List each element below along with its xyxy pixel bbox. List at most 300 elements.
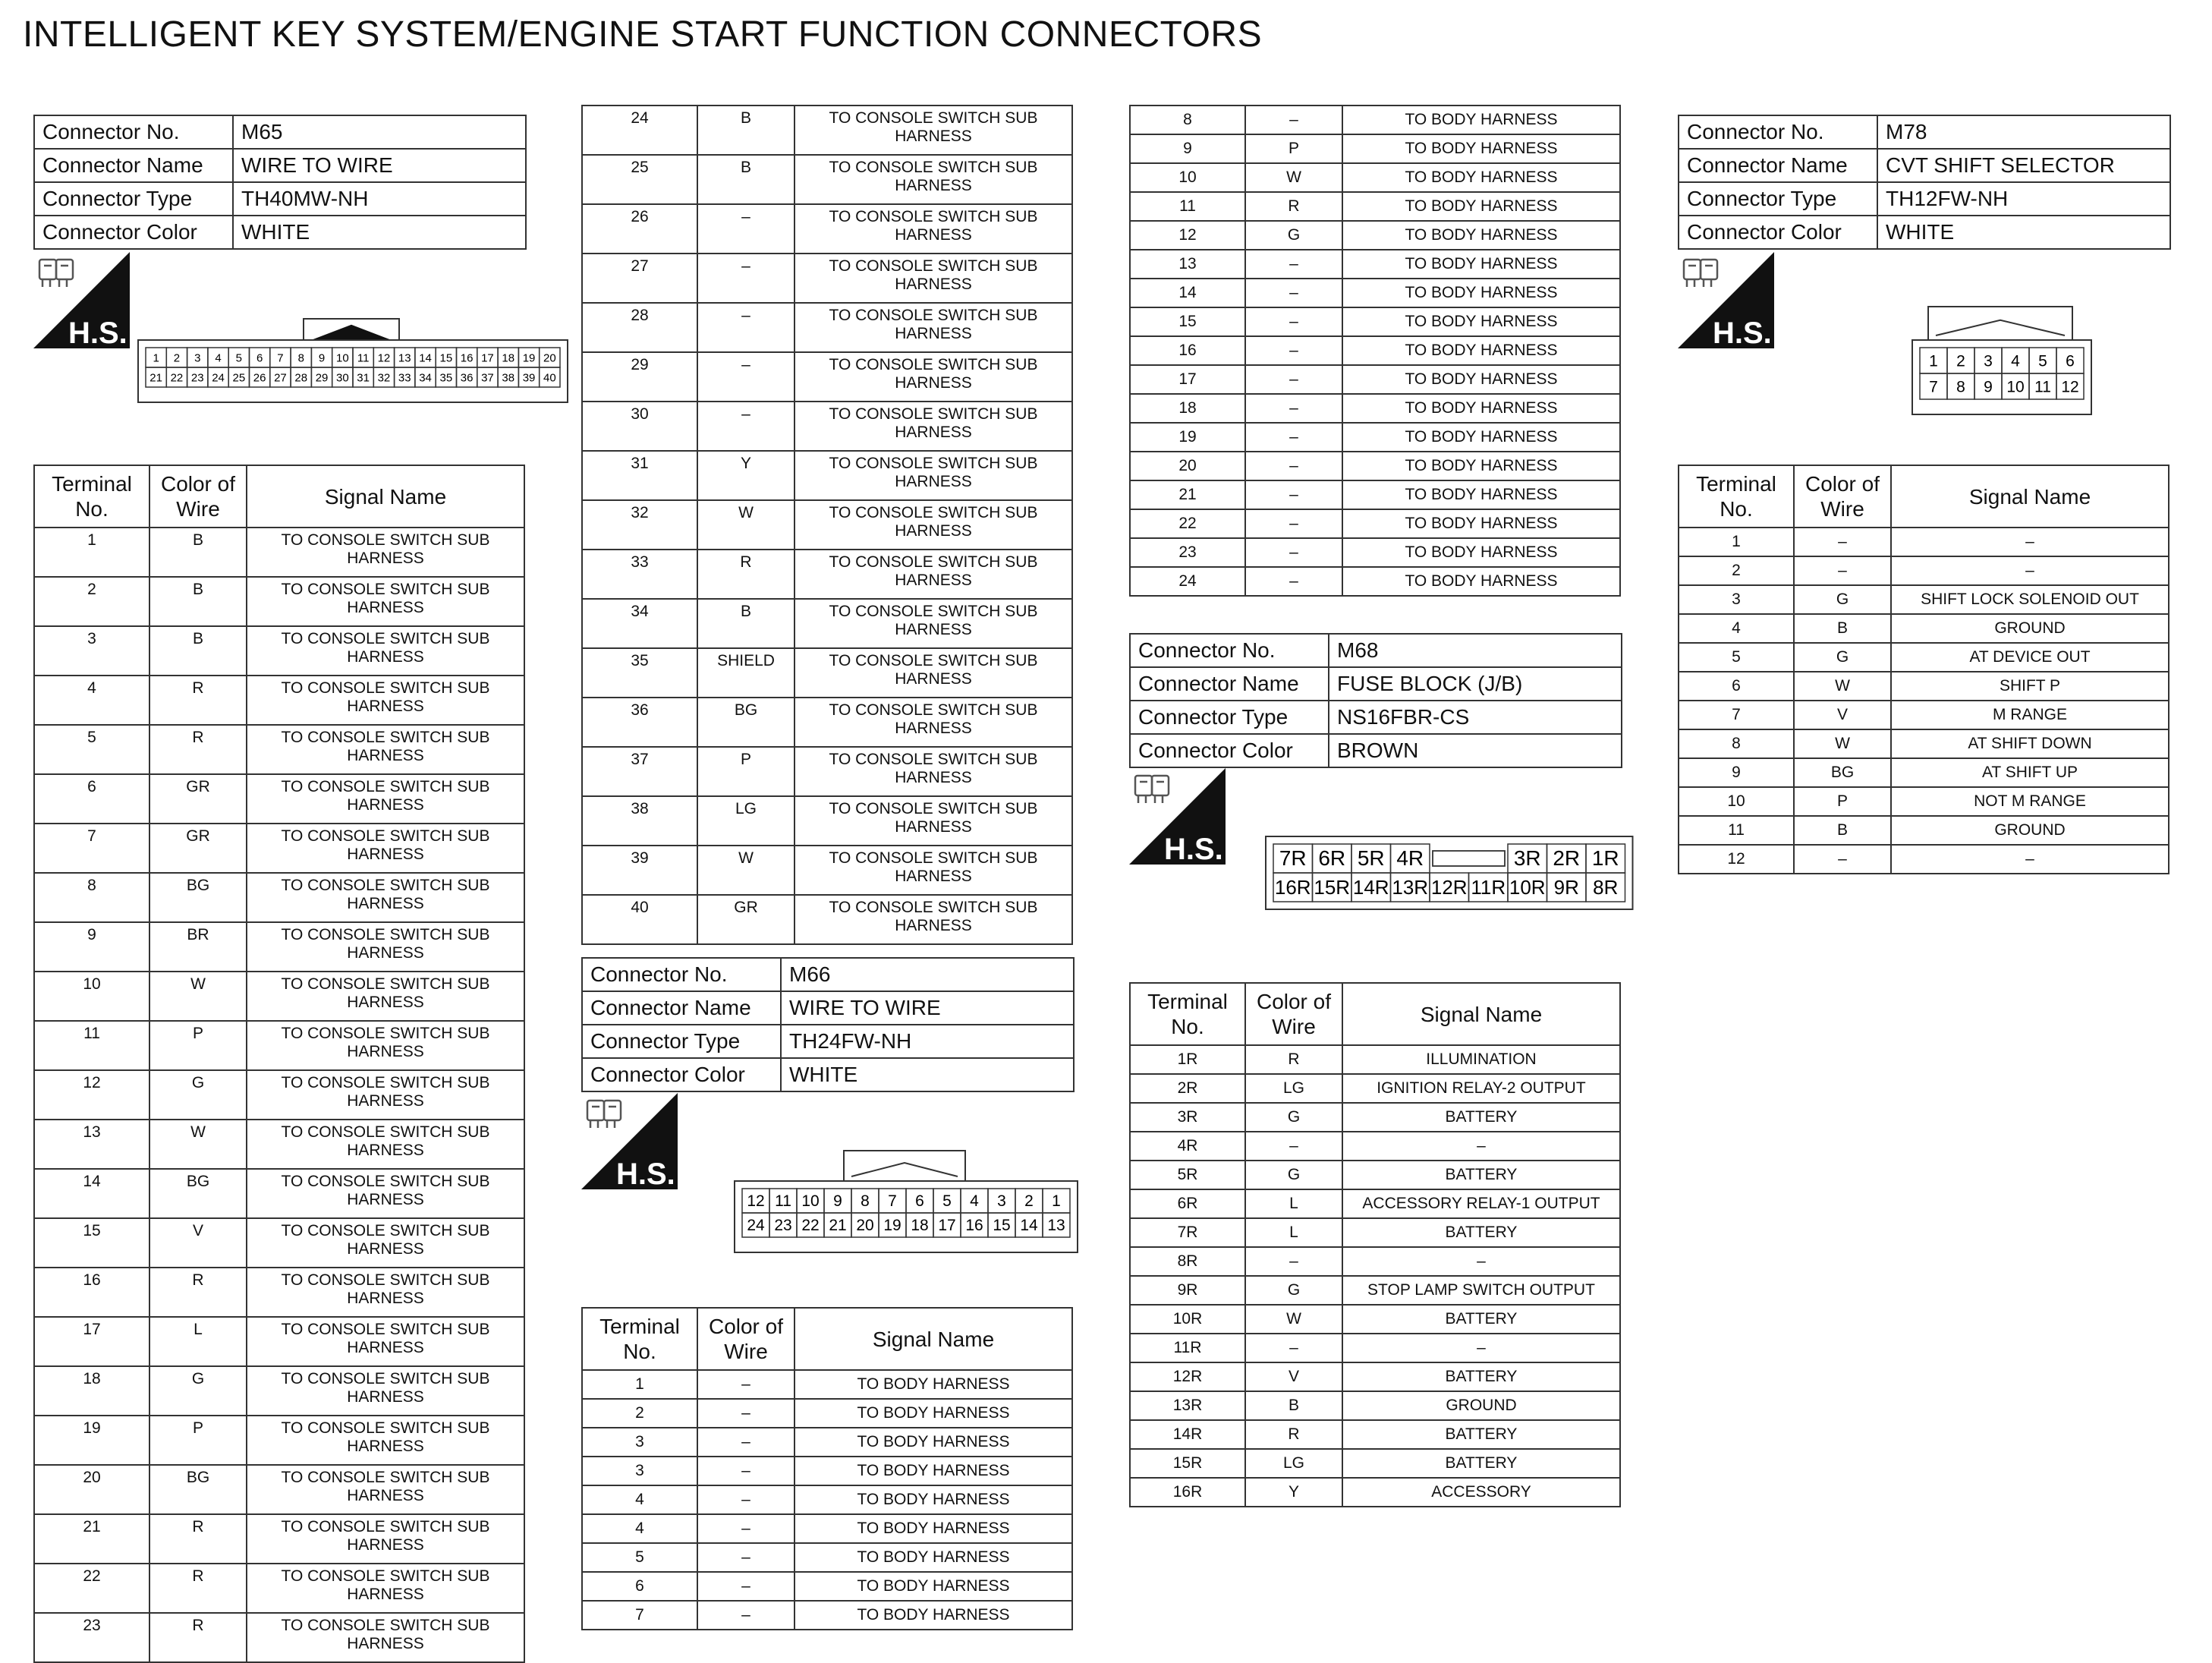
table-row [1130, 192, 1620, 221]
table-row [1679, 614, 2169, 643]
terminal-no-cell: 9R [1130, 1276, 1245, 1305]
terminal-header: Terminal No. [1679, 465, 1794, 528]
signal-name-cell: IGNITION RELAY-2 OUTPUT [1342, 1074, 1620, 1103]
m78-connector-face [1911, 305, 2093, 420]
pin-number: 38 [502, 371, 515, 385]
connector-type-value: NS16FBR-CS [1329, 701, 1622, 734]
table-row [1679, 787, 2169, 816]
pin-number: 4R [1396, 846, 1424, 871]
table-row [1130, 279, 1620, 307]
table-row [1130, 365, 1620, 394]
signal-name-cell: TO CONSOLE SWITCH SUB HARNESS [247, 577, 524, 626]
signal-name-cell: TO BODY HARNESS [794, 1485, 1072, 1514]
pin-number: 4 [2011, 352, 2020, 370]
table-row [582, 846, 1072, 895]
connector-name-label: Connector Name [1679, 149, 1877, 182]
wire-color-cell: – [1245, 336, 1342, 365]
table-row [582, 254, 1072, 303]
table-row [582, 1370, 1072, 1399]
pin-number: 34 [419, 371, 432, 385]
table-row [34, 824, 524, 873]
pin-number: 8 [861, 1192, 870, 1211]
terminal-no-cell: 4 [34, 676, 149, 725]
pin-number: 26 [253, 371, 266, 385]
table-row [582, 1514, 1072, 1543]
connector-no-value: M66 [781, 958, 1074, 991]
pin-number: 32 [377, 371, 391, 385]
wire-color-cell: BG [149, 873, 247, 922]
signal-name-cell: TO BODY HARNESS [794, 1514, 1072, 1543]
terminal-no-cell: 12R [1130, 1362, 1245, 1391]
connector-color-label: Connector Color [1679, 216, 1877, 249]
table-row [1679, 758, 2169, 787]
pin-number: 13 [1047, 1217, 1065, 1235]
table-row [34, 626, 524, 676]
terminal-no-cell: 1 [1679, 528, 1794, 556]
table-row [1130, 106, 1620, 134]
pin-number: 18 [911, 1217, 929, 1235]
pin-number: 11 [2034, 378, 2051, 396]
signal-name-cell: TO CONSOLE SWITCH SUB HARNESS [247, 676, 524, 725]
terminal-no-cell: 4 [582, 1485, 697, 1514]
table-row [582, 747, 1072, 796]
terminal-no-cell: 21 [1130, 480, 1245, 509]
signal-name-cell: TO CONSOLE SWITCH SUB HARNESS [247, 1366, 524, 1416]
m66-connector-face [733, 1149, 1079, 1258]
connector-color-value: BROWN [1329, 734, 1622, 767]
signal-name-cell: BATTERY [1342, 1305, 1620, 1334]
pin-number: 7R [1279, 846, 1307, 871]
signal-name-cell: TO CONSOLE SWITCH SUB HARNESS [247, 1514, 524, 1564]
signal-name-cell: TO CONSOLE SWITCH SUB HARNESS [247, 824, 524, 873]
terminal-no-cell: 3 [582, 1428, 697, 1457]
pin-number: 11 [775, 1192, 791, 1211]
page-title: INTELLIGENT KEY SYSTEM/ENGINE START FUNCTION CONNECTORS [23, 14, 1263, 55]
pin-number: 30 [336, 371, 349, 385]
wire-color-header: Color of Wire [149, 465, 247, 528]
signal-name-cell: TO CONSOLE SWITCH SUB HARNESS [247, 1317, 524, 1366]
table-row [582, 352, 1072, 402]
wire-color-cell: G [1794, 585, 1891, 614]
pin-number: 14R [1352, 876, 1389, 899]
connector-color-label: Connector Color [582, 1058, 781, 1091]
wire-color-cell: W [697, 500, 794, 550]
terminal-no-cell: 1 [34, 528, 149, 577]
pin-number: 5 [2038, 352, 2047, 370]
pin-number: 27 [274, 371, 287, 385]
wire-color-cell: – [1245, 1247, 1342, 1276]
signal-name-cell: AT SHIFT DOWN [1891, 729, 2169, 758]
terminal-table [1129, 982, 1621, 1507]
signal-name-cell: TO BODY HARNESS [794, 1370, 1072, 1399]
pin-number: 10 [336, 351, 349, 365]
terminal-header: Terminal No. [1130, 983, 1245, 1045]
table-row [582, 500, 1072, 550]
wire-color-cell: GR [149, 774, 247, 824]
signal-name-cell: TO BODY HARNESS [1342, 394, 1620, 423]
signal-name-cell: BATTERY [1342, 1218, 1620, 1247]
signal-name-header: Signal Name [794, 1308, 1072, 1370]
connector-type-label: Connector Type [1130, 701, 1329, 734]
hs-icon [33, 252, 130, 348]
wire-color-cell: P [149, 1021, 247, 1070]
wire-color-cell: B [697, 106, 794, 155]
signal-name-cell: TO BODY HARNESS [1342, 538, 1620, 567]
terminal-no-cell: 8 [1679, 729, 1794, 758]
terminal-no-cell: 10 [1130, 163, 1245, 192]
terminal-no-cell: 1 [582, 1370, 697, 1399]
m66-terminal-table-a [581, 1307, 1073, 1630]
pin-number: 10R [1509, 876, 1546, 899]
table-row [34, 1021, 524, 1070]
signal-name-cell: TO BODY HARNESS [1342, 134, 1620, 163]
wire-color-cell: G [149, 1366, 247, 1416]
terminal-no-cell: 7 [582, 1601, 697, 1630]
pin-number: 36 [460, 371, 474, 385]
table-row [582, 895, 1072, 944]
connector-no-value: M78 [1877, 115, 2170, 149]
table-row [34, 1268, 524, 1317]
signal-name-cell: TO BODY HARNESS [1342, 250, 1620, 279]
connector-name-value: WIRE TO WIRE [781, 991, 1074, 1025]
connector-name-label: Connector Name [1130, 667, 1329, 701]
signal-name-cell: TO BODY HARNESS [1342, 423, 1620, 452]
m68-info-table [1129, 633, 1622, 768]
terminal-no-cell: 12 [1130, 221, 1245, 250]
wire-color-cell: R [149, 1564, 247, 1613]
terminal-no-cell: 6 [1679, 672, 1794, 701]
wire-color-cell: P [697, 747, 794, 796]
table-row [582, 1601, 1072, 1630]
terminal-no-cell: 13 [1130, 250, 1245, 279]
signal-name-cell: TO CONSOLE SWITCH SUB HARNESS [794, 303, 1072, 352]
terminal-no-cell: 15 [1130, 307, 1245, 336]
table-row [1130, 1420, 1620, 1449]
terminal-no-cell: 12 [1679, 845, 1794, 874]
signal-name-cell: TO BODY HARNESS [1342, 509, 1620, 538]
signal-name-cell: TO CONSOLE SWITCH SUB HARNESS [247, 626, 524, 676]
wire-color-cell: P [1245, 134, 1342, 163]
wire-color-cell: G [1245, 1276, 1342, 1305]
wire-color-cell: GR [149, 824, 247, 873]
signal-name-cell: BATTERY [1342, 1103, 1620, 1132]
pin-number: 20 [856, 1217, 874, 1235]
hs-label: H.S. [68, 317, 127, 348]
wire-color-cell: – [1245, 509, 1342, 538]
pin-number: 16R [1274, 876, 1311, 899]
wire-color-cell: – [697, 204, 794, 254]
wire-color-cell: BG [697, 698, 794, 747]
table-row [1130, 1478, 1620, 1507]
wire-color-cell: R [149, 1514, 247, 1564]
terminal-no-cell: 16 [1130, 336, 1245, 365]
pin-number: 15 [993, 1217, 1011, 1235]
pin-number: 16 [965, 1217, 983, 1235]
terminal-table [33, 465, 525, 1663]
terminal-no-cell: 6 [582, 1572, 697, 1601]
connector-type-value: TH24FW-NH [781, 1025, 1074, 1058]
pin-number: 10 [801, 1192, 820, 1211]
signal-name-cell: TO CONSOLE SWITCH SUB HARNESS [247, 725, 524, 774]
pin-number: 19 [883, 1217, 901, 1235]
wire-color-cell: – [1245, 538, 1342, 567]
terminal-no-cell: 36 [582, 698, 697, 747]
terminal-no-cell: 40 [582, 895, 697, 944]
terminal-table [581, 105, 1073, 945]
terminal-no-cell: 2R [1130, 1074, 1245, 1103]
table-row [1130, 134, 1620, 163]
table-row [582, 599, 1072, 648]
pin-number: 9 [833, 1192, 842, 1211]
table-row [1130, 452, 1620, 480]
terminal-no-cell: 3R [1130, 1103, 1245, 1132]
signal-name-header: Signal Name [1891, 465, 2169, 528]
signal-name-cell: TO CONSOLE SWITCH SUB HARNESS [247, 1564, 524, 1613]
terminal-no-cell: 26 [582, 204, 697, 254]
terminal-no-cell: 11R [1130, 1334, 1245, 1362]
table-row [34, 1218, 524, 1268]
table-row [582, 1457, 1072, 1485]
terminal-no-cell: 6 [34, 774, 149, 824]
table-row [1130, 1334, 1620, 1362]
table-row [1130, 336, 1620, 365]
pin-number: 2R [1553, 846, 1581, 871]
table-row [1130, 1045, 1620, 1074]
table-row [1130, 1449, 1620, 1478]
terminal-no-cell: 5R [1130, 1161, 1245, 1189]
terminal-no-cell: 5 [582, 1543, 697, 1572]
pin-number: 9R [1553, 876, 1579, 899]
wire-color-cell: – [1245, 279, 1342, 307]
wire-color-header: Color of Wire [1245, 983, 1342, 1045]
wire-color-cell: W [1245, 163, 1342, 192]
terminal-no-cell: 4 [1679, 614, 1794, 643]
terminal-no-cell: 3 [582, 1457, 697, 1485]
connector-no-label: Connector No. [1679, 115, 1877, 149]
terminal-no-cell: 34 [582, 599, 697, 648]
signal-name-cell: TO CONSOLE SWITCH SUB HARNESS [794, 106, 1072, 155]
terminal-no-cell: 2 [34, 577, 149, 626]
wire-color-cell: L [1245, 1189, 1342, 1218]
connector-color-value: WHITE [233, 216, 526, 249]
signal-name-cell: TO CONSOLE SWITCH SUB HARNESS [247, 1021, 524, 1070]
table-row [582, 106, 1072, 155]
signal-name-cell: GROUND [1891, 614, 2169, 643]
pin-number: 24 [212, 371, 225, 385]
table-row [1130, 480, 1620, 509]
terminal-no-cell: 35 [582, 648, 697, 698]
wire-color-cell: – [697, 1428, 794, 1457]
pin-number: 20 [543, 351, 556, 365]
signal-name-cell: SHIFT P [1891, 672, 2169, 701]
table-row [1679, 528, 2169, 556]
terminal-no-cell: 22 [34, 1564, 149, 1613]
signal-name-cell: TO CONSOLE SWITCH SUB HARNESS [247, 1465, 524, 1514]
signal-name-cell: NOT M RANGE [1891, 787, 2169, 816]
table-row [1130, 509, 1620, 538]
table-row [1130, 307, 1620, 336]
table-row [1130, 423, 1620, 452]
terminal-no-cell: 33 [582, 550, 697, 599]
pin-number: 13R [1392, 876, 1429, 899]
signal-name-cell: TO BODY HARNESS [1342, 452, 1620, 480]
terminal-no-cell: 25 [582, 155, 697, 204]
wire-color-cell: B [149, 577, 247, 626]
table-row [34, 1366, 524, 1416]
connector-name-label: Connector Name [34, 149, 233, 182]
signal-name-cell: M RANGE [1891, 701, 2169, 729]
m68-connector-face [1264, 835, 1635, 915]
pin-number: 35 [439, 371, 453, 385]
connector-type-value: TH40MW-NH [233, 182, 526, 216]
signal-name-cell: – [1342, 1247, 1620, 1276]
terminal-no-cell: 29 [582, 352, 697, 402]
connector-type-label: Connector Type [1679, 182, 1877, 216]
table-row [582, 204, 1072, 254]
wire-color-cell: – [1245, 452, 1342, 480]
table-row [1130, 1247, 1620, 1276]
signal-name-cell: TO BODY HARNESS [794, 1457, 1072, 1485]
terminal-no-cell: 1R [1130, 1045, 1245, 1074]
table-row [1130, 221, 1620, 250]
hs-icon [1678, 252, 1774, 348]
pin-number: 15R [1314, 876, 1351, 899]
pin-number: 17 [938, 1217, 956, 1235]
terminal-no-cell: 27 [582, 254, 697, 303]
signal-name-cell: TO CONSOLE SWITCH SUB HARNESS [794, 451, 1072, 500]
wire-color-cell: LG [697, 796, 794, 846]
wire-color-cell: B [149, 626, 247, 676]
pin-number: 23 [190, 371, 204, 385]
pin-number: 31 [357, 371, 370, 385]
pin-number: 6R [1318, 846, 1346, 871]
connector-type-label: Connector Type [582, 1025, 781, 1058]
terminal-no-cell: 15R [1130, 1449, 1245, 1478]
pin-number: 7 [277, 351, 284, 365]
pin-number: 1 [1052, 1192, 1061, 1211]
signal-name-cell: BATTERY [1342, 1362, 1620, 1391]
connector-color-label: Connector Color [34, 216, 233, 249]
wire-color-cell: Y [1245, 1478, 1342, 1507]
wire-color-cell: – [1245, 307, 1342, 336]
signal-name-cell: TO CONSOLE SWITCH SUB HARNESS [794, 550, 1072, 599]
terminal-no-cell: 38 [582, 796, 697, 846]
table-row [582, 550, 1072, 599]
terminal-no-cell: 31 [582, 451, 697, 500]
signal-name-cell: – [1891, 845, 2169, 874]
wire-color-cell: G [1794, 643, 1891, 672]
wire-color-cell: P [149, 1416, 247, 1465]
wire-color-cell: G [149, 1070, 247, 1120]
table-row [1130, 163, 1620, 192]
pin-number: 7 [1929, 378, 1938, 396]
pin-number: 6 [915, 1192, 924, 1211]
wire-color-cell: – [1245, 567, 1342, 596]
wire-color-cell: B [1794, 816, 1891, 845]
terminal-no-cell: 9 [1679, 758, 1794, 787]
connector-no-label: Connector No. [34, 115, 233, 149]
wire-color-cell: W [1794, 672, 1891, 701]
signal-name-cell: TO CONSOLE SWITCH SUB HARNESS [247, 1120, 524, 1169]
table-row [34, 1613, 524, 1662]
pin-number: 40 [543, 371, 556, 385]
wire-color-cell: B [1245, 1391, 1342, 1420]
table-row [582, 1543, 1072, 1572]
table-row [34, 1120, 524, 1169]
signal-name-cell: TO BODY HARNESS [1342, 192, 1620, 221]
pin-number: 16 [460, 351, 474, 365]
table-row [1130, 1391, 1620, 1420]
signal-name-cell: TO CONSOLE SWITCH SUB HARNESS [794, 204, 1072, 254]
terminal-no-cell: 20 [1130, 452, 1245, 480]
terminal-no-cell: 17 [1130, 365, 1245, 394]
terminal-no-cell: 16 [34, 1268, 149, 1317]
hs-label: H.S. [1713, 317, 1772, 348]
pin-number: 29 [315, 371, 329, 385]
table-row [34, 676, 524, 725]
pin-number: 13 [398, 351, 411, 365]
wire-color-header: Color of Wire [697, 1308, 794, 1370]
terminal-table [581, 1307, 1073, 1630]
table-row [582, 1428, 1072, 1457]
connector-name-value: FUSE BLOCK (J/B) [1329, 667, 1622, 701]
signal-name-cell: TO CONSOLE SWITCH SUB HARNESS [247, 1169, 524, 1218]
terminal-no-cell: 16R [1130, 1478, 1245, 1507]
wire-color-cell: LG [1245, 1449, 1342, 1478]
connector-color-label: Connector Color [1130, 734, 1329, 767]
signal-name-cell: TO CONSOLE SWITCH SUB HARNESS [794, 402, 1072, 451]
connector-type-label: Connector Type [34, 182, 233, 216]
wire-color-cell: V [149, 1218, 247, 1268]
terminal-no-cell: 14 [34, 1169, 149, 1218]
m78-info-table [1678, 115, 2171, 250]
pin-number: 4 [215, 351, 222, 365]
table-row [1130, 1074, 1620, 1103]
terminal-no-cell: 23 [1130, 538, 1245, 567]
table-row [1130, 567, 1620, 596]
terminal-no-cell: 24 [1130, 567, 1245, 596]
wire-color-cell: L [1245, 1218, 1342, 1247]
signal-name-cell: TO CONSOLE SWITCH SUB HARNESS [794, 500, 1072, 550]
wire-color-cell: – [1245, 1334, 1342, 1362]
signal-name-cell: BATTERY [1342, 1449, 1620, 1478]
terminal-no-cell: 24 [582, 106, 697, 155]
terminal-no-cell: 32 [582, 500, 697, 550]
signal-name-cell: – [1891, 528, 2169, 556]
terminal-no-cell: 5 [34, 725, 149, 774]
table-row [34, 1317, 524, 1366]
terminal-no-cell: 22 [1130, 509, 1245, 538]
wire-color-cell: BG [149, 1465, 247, 1514]
wire-color-cell: R [1245, 192, 1342, 221]
wire-color-cell: – [697, 1399, 794, 1428]
table-row [34, 972, 524, 1021]
signal-name-cell: SHIFT LOCK SOLENOID OUT [1891, 585, 2169, 614]
table-row [1679, 556, 2169, 585]
signal-name-cell: TO CONSOLE SWITCH SUB HARNESS [794, 698, 1072, 747]
terminal-no-cell: 20 [34, 1465, 149, 1514]
terminal-no-cell: 8R [1130, 1247, 1245, 1276]
signal-name-cell: – [1891, 556, 2169, 585]
pin-number: 21 [829, 1217, 847, 1235]
terminal-no-cell: 18 [1130, 394, 1245, 423]
wire-color-cell: R [149, 725, 247, 774]
terminal-no-cell: 11 [1130, 192, 1245, 221]
pin-number: 39 [522, 371, 536, 385]
terminal-no-cell: 7R [1130, 1218, 1245, 1247]
signal-name-cell: TO BODY HARNESS [794, 1543, 1072, 1572]
pin-number: 22 [170, 371, 184, 385]
